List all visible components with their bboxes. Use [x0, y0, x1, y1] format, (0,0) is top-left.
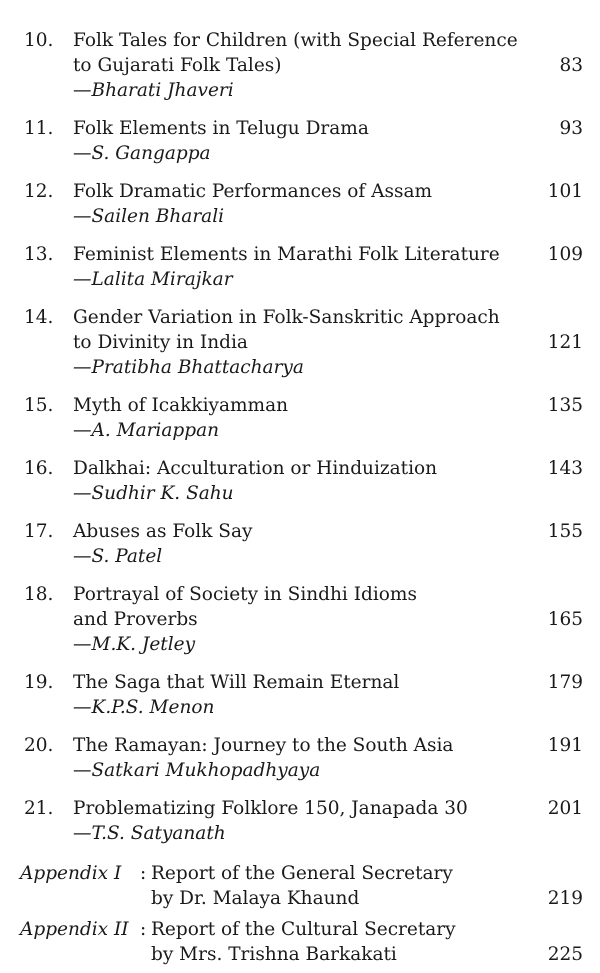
- title-line: [0, 242, 600, 267]
- entry-number: 12.: [24, 181, 54, 202]
- toc-entry: [0, 670, 600, 720]
- title-line: [0, 607, 600, 632]
- page-number: 165: [547, 609, 583, 630]
- entry-title: Abuses as Folk Say: [73, 521, 253, 542]
- page-number: 219: [547, 888, 583, 909]
- title-line: [0, 393, 600, 418]
- entry-title: to Gujarati Folk Tales): [73, 55, 282, 76]
- page-number: 155: [547, 521, 583, 542]
- entry-title: Gender Variation in Folk-Sanskritic Approach: [73, 307, 500, 328]
- title-line: [0, 796, 600, 821]
- page-number: 93: [559, 118, 583, 139]
- entry-author: —Sudhir K. Sahu: [73, 483, 234, 504]
- appendix-label: Appendix I: [20, 863, 122, 884]
- entry-number: 14.: [24, 307, 54, 328]
- entry-author: —Bharati Jhaveri: [73, 80, 234, 101]
- toc-entry: [0, 582, 600, 657]
- author-line: [0, 267, 600, 292]
- title-line: [0, 305, 600, 330]
- appendix-line: [0, 861, 600, 886]
- page-number: 225: [547, 944, 583, 965]
- appendix-entry: [0, 917, 600, 967]
- entry-author: —Sailen Bharali: [73, 206, 225, 227]
- appendix-label: Appendix II: [20, 919, 129, 940]
- entry-author: —S. Patel: [73, 546, 163, 567]
- author-line: [0, 355, 600, 380]
- appendix-line: [0, 917, 600, 942]
- toc-entry: [0, 456, 600, 506]
- entry-author: —T.S. Satyanath: [73, 823, 226, 844]
- toc-entry: [0, 305, 600, 380]
- entry-number: 15.: [24, 395, 54, 416]
- entry-title: Folk Tales for Children (with Special Reference: [73, 30, 518, 51]
- title-line: [0, 179, 600, 204]
- page-number: 109: [547, 244, 583, 265]
- appendix-text: Report of the General Secretary: [151, 863, 453, 884]
- author-line: [0, 418, 600, 443]
- entry-author: —A. Mariappan: [73, 420, 220, 441]
- appendix-text: Report of the Cultural Secretary: [151, 919, 456, 940]
- title-line: [0, 28, 600, 53]
- appendix-text: by Dr. Malaya Khaund: [151, 888, 360, 909]
- entry-title: The Ramayan: Journey to the South Asia: [73, 735, 454, 756]
- entry-title: to Divinity in India: [73, 332, 248, 353]
- title-line: [0, 53, 600, 78]
- page-number: 143: [547, 458, 583, 479]
- entry-number: 19.: [24, 672, 54, 693]
- page-number: 179: [547, 672, 583, 693]
- appendices: [0, 861, 600, 967]
- title-line: [0, 519, 600, 544]
- toc-entry: [0, 179, 600, 229]
- toc-entry: [0, 519, 600, 569]
- entry-title: Folk Elements in Telugu Drama: [73, 118, 369, 139]
- entry-author: —Lalita Mirajkar: [73, 269, 233, 290]
- appendix-colon: :: [140, 919, 147, 940]
- entry-number: 11.: [24, 118, 54, 139]
- entry-title: Portrayal of Society in Sindhi Idioms: [73, 584, 417, 605]
- title-line: [0, 456, 600, 481]
- appendix-line: [0, 886, 600, 911]
- toc-entry: [0, 796, 600, 846]
- entry-author: —Pratibha Bhattacharya: [73, 357, 304, 378]
- author-line: [0, 695, 600, 720]
- title-line: [0, 116, 600, 141]
- author-line: [0, 632, 600, 657]
- entry-author: —S. Gangappa: [73, 143, 211, 164]
- author-line: [0, 78, 600, 103]
- toc-entry: [0, 116, 600, 166]
- author-line: [0, 141, 600, 166]
- author-line: [0, 481, 600, 506]
- title-line: [0, 733, 600, 758]
- entry-number: 17.: [24, 521, 54, 542]
- entry-title: Problematizing Folklore 150, Janapada 30: [73, 798, 468, 819]
- toc-entry: [0, 393, 600, 443]
- entry-title: Folk Dramatic Performances of Assam: [73, 181, 433, 202]
- page-number: 101: [547, 181, 583, 202]
- entry-author: —M.K. Jetley: [73, 634, 196, 655]
- appendix-entry: [0, 861, 600, 911]
- title-line: [0, 330, 600, 355]
- entry-title: Myth of Icakkiyamman: [73, 395, 289, 416]
- toc-entry: [0, 733, 600, 783]
- entry-number: 13.: [24, 244, 54, 265]
- page-number: 83: [559, 55, 583, 76]
- entry-number: 18.: [24, 584, 54, 605]
- entry-title: The Saga that Will Remain Eternal: [73, 672, 400, 693]
- entry-title: Dalkhai: Acculturation or Hinduization: [73, 458, 438, 479]
- page-number: 191: [547, 735, 583, 756]
- author-line: [0, 544, 600, 569]
- toc-entry: [0, 28, 600, 103]
- entry-title: Feminist Elements in Marathi Folk Literature: [73, 244, 500, 265]
- page-number: 121: [547, 332, 583, 353]
- page-number: 135: [547, 395, 583, 416]
- appendix-colon: :: [140, 863, 147, 884]
- entry-title: and Proverbs: [73, 609, 198, 630]
- appendix-text: by Mrs. Trishna Barkakati: [151, 944, 397, 965]
- author-line: [0, 821, 600, 846]
- title-line: [0, 670, 600, 695]
- entry-author: —K.P.S. Menon: [73, 697, 215, 718]
- entry-number: 16.: [24, 458, 54, 479]
- author-line: [0, 204, 600, 229]
- author-line: [0, 758, 600, 783]
- appendix-line: [0, 942, 600, 967]
- page-number: 201: [547, 798, 583, 819]
- entry-author: —Satkari Mukhopadhyaya: [73, 760, 321, 781]
- title-line: [0, 582, 600, 607]
- entry-number: 10.: [24, 30, 54, 51]
- entry-number: 21.: [24, 798, 54, 819]
- toc-entry: [0, 242, 600, 292]
- entry-number: 20.: [24, 735, 54, 756]
- table-of-contents: [0, 28, 600, 973]
